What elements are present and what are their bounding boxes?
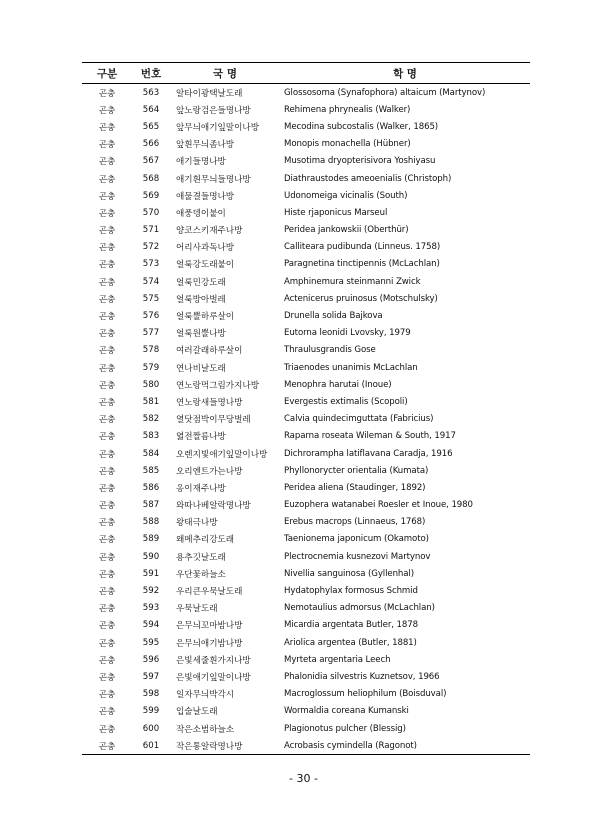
table-row: [82, 462, 530, 479]
cell-korean-name: 얼룩원뿔나방: [176, 329, 226, 340]
table-row: [82, 170, 530, 187]
cell-korean-name: 애기들명나방: [176, 157, 226, 168]
cell-category: 곤충: [98, 655, 116, 666]
cell-number: 591: [142, 568, 160, 579]
table-row: [82, 479, 530, 496]
table-row: [82, 307, 530, 324]
table-body: [82, 84, 530, 755]
cell-korean-name: 앞흰무늬좀나방: [176, 140, 235, 151]
table-row: [82, 651, 530, 668]
cell-number: 573: [142, 259, 160, 270]
cell-scientific-name: Euzophera watanabei Roesler et Inoue, 1980: [284, 500, 473, 511]
cell-number: 598: [142, 689, 160, 700]
cell-scientific-name: Mecodina subcostalis (Walker, 1865): [284, 121, 439, 132]
cell-number: 565: [142, 121, 160, 132]
cell-scientific-name: Plectrocnemia kusnezovi Martynov: [284, 551, 431, 562]
cell-number: 587: [142, 500, 160, 511]
cell-korean-name: 알타이광택날도래: [176, 88, 243, 99]
cell-scientific-name: Menophra harutai (Inoue): [284, 379, 392, 390]
table-row: [82, 325, 530, 342]
cell-korean-name: 와따나베알락명나방: [176, 501, 251, 512]
header-scientific-name: 학 명: [280, 63, 530, 84]
cell-korean-name: 은무늬애기밤나방: [176, 638, 243, 649]
cell-korean-name: 연노랑새들명나방: [176, 397, 243, 408]
cell-scientific-name: Dichrorampha latiflavana Caradja, 1916: [284, 448, 453, 459]
cell-category: 곤충: [98, 226, 116, 237]
cell-number: 585: [142, 465, 160, 476]
cell-number: 576: [142, 311, 160, 322]
cell-korean-name: 애물결들명나방: [176, 191, 235, 202]
cell-korean-name: 작은통알락명나방: [170, 737, 280, 755]
table-row: [82, 703, 530, 720]
cell-number: 597: [142, 671, 160, 682]
table-header: [82, 63, 530, 84]
cell-scientific-name: Musotima dryopterisivora Yoshiyasu: [284, 156, 436, 167]
table-row: [82, 411, 530, 428]
table-row: [82, 290, 530, 307]
cell-scientific-name: Micardia argentata Butler, 1878: [284, 620, 419, 631]
cell-scientific-name: Phalonidia silvestris Kuznetsov, 1966: [284, 671, 440, 682]
cell-korean-name: 엷전짤름나방: [176, 432, 226, 443]
cell-number: 571: [142, 225, 160, 236]
cell-korean-name: 왜메추리강도래: [176, 535, 235, 546]
cell-scientific-name: Eutorna leonidi Lvovsky, 1979: [284, 328, 411, 339]
cell-category: 곤충: [98, 140, 116, 151]
cell-category: 곤충: [98, 415, 116, 426]
cell-category: 곤충: [98, 707, 116, 718]
cell-category: 곤충: [98, 518, 116, 529]
cell-scientific-name: Drunella solida Bajkova: [284, 311, 383, 322]
cell-category: 곤충: [98, 294, 116, 305]
table-row: [82, 565, 530, 582]
cell-number: 601: [132, 737, 170, 755]
table-row: [82, 273, 530, 290]
cell-number: 577: [142, 328, 160, 339]
cell-scientific-name: Ariolica argentea (Butler, 1881): [284, 637, 417, 648]
cell-category: 곤충: [98, 312, 116, 323]
cell-number: 589: [142, 534, 160, 545]
table-row: [82, 84, 530, 102]
cell-scientific-name: Calliteara pudibunda (Linneus. 1758): [284, 242, 441, 253]
table-row: [82, 686, 530, 703]
species-table: [82, 62, 530, 755]
cell-scientific-name: Evergestis extimalis (Scopoli): [284, 396, 408, 407]
cell-category: 곤충: [98, 243, 116, 254]
cell-number: 569: [142, 190, 160, 201]
cell-korean-name: 얼룩민강도래: [176, 277, 226, 288]
cell-scientific-name: Macroglossum heliophilum (Boisduval): [284, 689, 447, 700]
cell-category: 곤충: [98, 672, 116, 683]
cell-number: 599: [142, 706, 160, 717]
table-row: [82, 531, 530, 548]
cell-korean-name: 연노랑먹그림가지나방: [176, 380, 260, 391]
cell-korean-name: 옹이재주나방: [176, 483, 226, 494]
cell-korean-name: 우묵날도래: [176, 604, 218, 615]
cell-number: 578: [142, 345, 160, 356]
cell-korean-name: 오렌지빛애기잎말이나방: [176, 449, 268, 460]
cell-korean-name: 얼룩방아벌레: [176, 294, 226, 305]
table-row: [82, 153, 530, 170]
cell-scientific-name: Peridea jankowskii (Oberthür): [284, 225, 409, 236]
table-row: [82, 204, 530, 221]
table-row: [82, 617, 530, 634]
cell-category: 곤충: [98, 105, 116, 116]
cell-number: 584: [142, 448, 160, 459]
cell-category: 곤충: [98, 449, 116, 460]
cell-scientific-name: Triaenodes unanimis McLachlan: [284, 362, 418, 373]
cell-category: 곤충: [98, 208, 116, 219]
cell-korean-name: 앞무늬애기잎말이나방: [176, 122, 260, 133]
cell-category: 곤충: [98, 501, 116, 512]
cell-number: 581: [142, 396, 160, 407]
cell-korean-name: 용추깃날도래: [176, 552, 226, 563]
cell-category: 곤충: [98, 621, 116, 632]
cell-category: 곤충: [98, 122, 116, 133]
cell-number: 590: [142, 551, 160, 562]
header-category: 구분: [82, 63, 132, 84]
table-row: [82, 720, 530, 737]
table-row: [82, 737, 530, 755]
header-number: 번호: [132, 63, 170, 84]
cell-number: 594: [142, 620, 160, 631]
cell-korean-name: 여러갈래하루살이: [176, 346, 243, 357]
cell-category: 곤충: [98, 690, 116, 701]
cell-scientific-name: Plagionotus pulcher (Blessig): [284, 723, 406, 734]
cell-korean-name: 일자무늬박각시: [176, 690, 235, 701]
cell-korean-name: 우리큰우묵날도래: [176, 587, 243, 598]
cell-korean-name: 양코스키재주나방: [176, 226, 243, 237]
cell-number: 570: [142, 207, 160, 218]
cell-korean-name: 얼룩뿔하루살이: [176, 312, 235, 323]
cell-korean-name: 열닷점박이무당벌레: [176, 415, 251, 426]
cell-korean-name: 연나비날도래: [176, 363, 226, 374]
cell-scientific-name: Monopis monachella (Hübner): [284, 139, 411, 150]
cell-scientific-name: Histe rjaponicus Marseul: [284, 207, 388, 218]
cell-scientific-name: Nemotaulius admorsus (McLachlan): [284, 603, 435, 614]
cell-category: 곤충: [98, 432, 116, 443]
cell-category: 곤충: [98, 569, 116, 580]
cell-number: 574: [142, 276, 160, 287]
cell-category: 곤충: [98, 724, 116, 735]
cell-korean-name: 오리엔트가는나방: [176, 466, 243, 477]
cell-number: 600: [142, 723, 160, 734]
cell-number: 572: [142, 242, 160, 253]
cell-scientific-name: Taenionema japonicum (Okamoto): [284, 534, 429, 545]
cell-number: 579: [142, 362, 160, 373]
cell-number: 575: [142, 293, 160, 304]
cell-scientific-name: Hydatophylax formosus Schmid: [284, 586, 418, 597]
cell-category: 곤충: [98, 483, 116, 494]
table-row: [82, 428, 530, 445]
table-row: [82, 101, 530, 118]
cell-number: 592: [142, 586, 160, 597]
cell-category: 곤충: [98, 88, 116, 99]
cell-number: 593: [142, 603, 160, 614]
cell-scientific-name: Diathraustodes ameoenialis (Christoph): [284, 173, 452, 184]
cell-scientific-name: Rehimena phrynealis (Walker): [284, 104, 411, 115]
cell-category: 곤충: [98, 174, 116, 185]
cell-category: 곤충: [98, 466, 116, 477]
cell-korean-name: 은빛세줄흰가지나방: [176, 655, 251, 666]
cell-korean-name: 은무늬꼬마밤나방: [176, 621, 243, 632]
cell-category: 곤충: [98, 397, 116, 408]
cell-category: 곤충: [98, 363, 116, 374]
cell-scientific-name: Paragnetina tinctipennis (McLachlan): [284, 259, 440, 270]
cell-number: 563: [142, 87, 160, 98]
cell-scientific-name: Nivellia sanguinosa (Gyllenhal): [284, 568, 414, 579]
cell-number: 564: [142, 104, 160, 115]
cell-category: 곤충: [98, 587, 116, 598]
table-row: [82, 582, 530, 599]
table-row: [82, 118, 530, 135]
cell-scientific-name: Wormaldia coreana Kumanski: [284, 706, 409, 717]
table-row: [82, 668, 530, 685]
cell-category: 곤충: [98, 191, 116, 202]
cell-number: 596: [142, 654, 160, 665]
cell-korean-name: 왕태극나방: [176, 518, 218, 529]
cell-scientific-name: Myrteta argentaria Leech: [284, 654, 391, 665]
cell-category: 곤충: [98, 157, 116, 168]
cell-category: 곤충: [98, 535, 116, 546]
cell-korean-name: 입술날도래: [176, 707, 218, 718]
cell-number: 567: [142, 156, 160, 167]
header-row: [82, 63, 530, 84]
cell-korean-name: 앞노랑검은들명나방: [176, 105, 251, 116]
cell-scientific-name: Actenicerus pruinosus (Motschulsky): [284, 293, 438, 304]
cell-scientific-name: Phyllonorycter orientalia (Kumata): [284, 465, 429, 476]
table-row: [82, 445, 530, 462]
table-row: [82, 514, 530, 531]
cell-category: 곤충: [98, 604, 116, 615]
cell-number: 586: [142, 482, 160, 493]
cell-scientific-name: Erebus macrops (Linnaeus, 1768): [284, 517, 426, 528]
cell-korean-name: 작은소범하늘소: [176, 724, 235, 735]
cell-category: 곤충: [98, 329, 116, 340]
cell-korean-name: 은빛애기잎말이나방: [176, 672, 251, 683]
cell-korean-name: 애풍뎅이붙이: [176, 208, 226, 219]
cell-korean-name: 어리사과독나방: [176, 243, 235, 254]
cell-category: 곤충: [98, 552, 116, 563]
table-row: [82, 136, 530, 153]
cell-scientific-name: Thraulusgrandis Gose: [284, 345, 376, 356]
cell-category: 곤충: [82, 737, 132, 755]
cell-category: 곤충: [98, 346, 116, 357]
cell-number: 595: [142, 637, 160, 648]
table-row: [82, 376, 530, 393]
table-row: [82, 548, 530, 565]
cell-category: 곤충: [98, 260, 116, 271]
cell-scientific-name: Amphinemura steinmanni Zwick: [284, 276, 421, 287]
cell-category: 곤충: [98, 638, 116, 649]
cell-number: 588: [142, 517, 160, 528]
cell-number: 582: [142, 414, 160, 425]
cell-number: 580: [142, 379, 160, 390]
cell-korean-name: 얼룩강도래붙이: [176, 260, 235, 271]
table-row: [82, 239, 530, 256]
page-number: - 30 -: [289, 772, 318, 785]
cell-number: 566: [142, 139, 160, 150]
cell-category: 곤충: [98, 277, 116, 288]
table-row: [82, 187, 530, 204]
cell-korean-name: 애기흰무늬들명나방: [176, 174, 251, 185]
cell-scientific-name: Peridea aliena (Staudinger, 1892): [284, 482, 426, 493]
cell-number: 583: [142, 431, 160, 442]
table-row: [82, 634, 530, 651]
cell-category: 곤충: [98, 380, 116, 391]
cell-scientific-name: Acrobasis cymindella (Ragonot): [280, 737, 530, 755]
cell-scientific-name: Calvia quindecimguttata (Fabricius): [284, 414, 434, 425]
table-row: [82, 256, 530, 273]
table-row: [82, 497, 530, 514]
cell-scientific-name: Raparna roseata Wileman & South, 1917: [284, 431, 456, 442]
table-row: [82, 359, 530, 376]
table-row: [82, 342, 530, 359]
cell-scientific-name: Glossosoma (Synafophora) altaicum (Martynov): [284, 87, 486, 98]
header-korean-name: 국 명: [170, 63, 280, 84]
table-row: [82, 600, 530, 617]
table-row: [82, 393, 530, 410]
cell-scientific-name: Udonomeiga vicinalis (South): [284, 190, 408, 201]
cell-korean-name: 우단꽃하늘소: [176, 569, 226, 580]
cell-number: 568: [142, 173, 160, 184]
table-row: [82, 222, 530, 239]
